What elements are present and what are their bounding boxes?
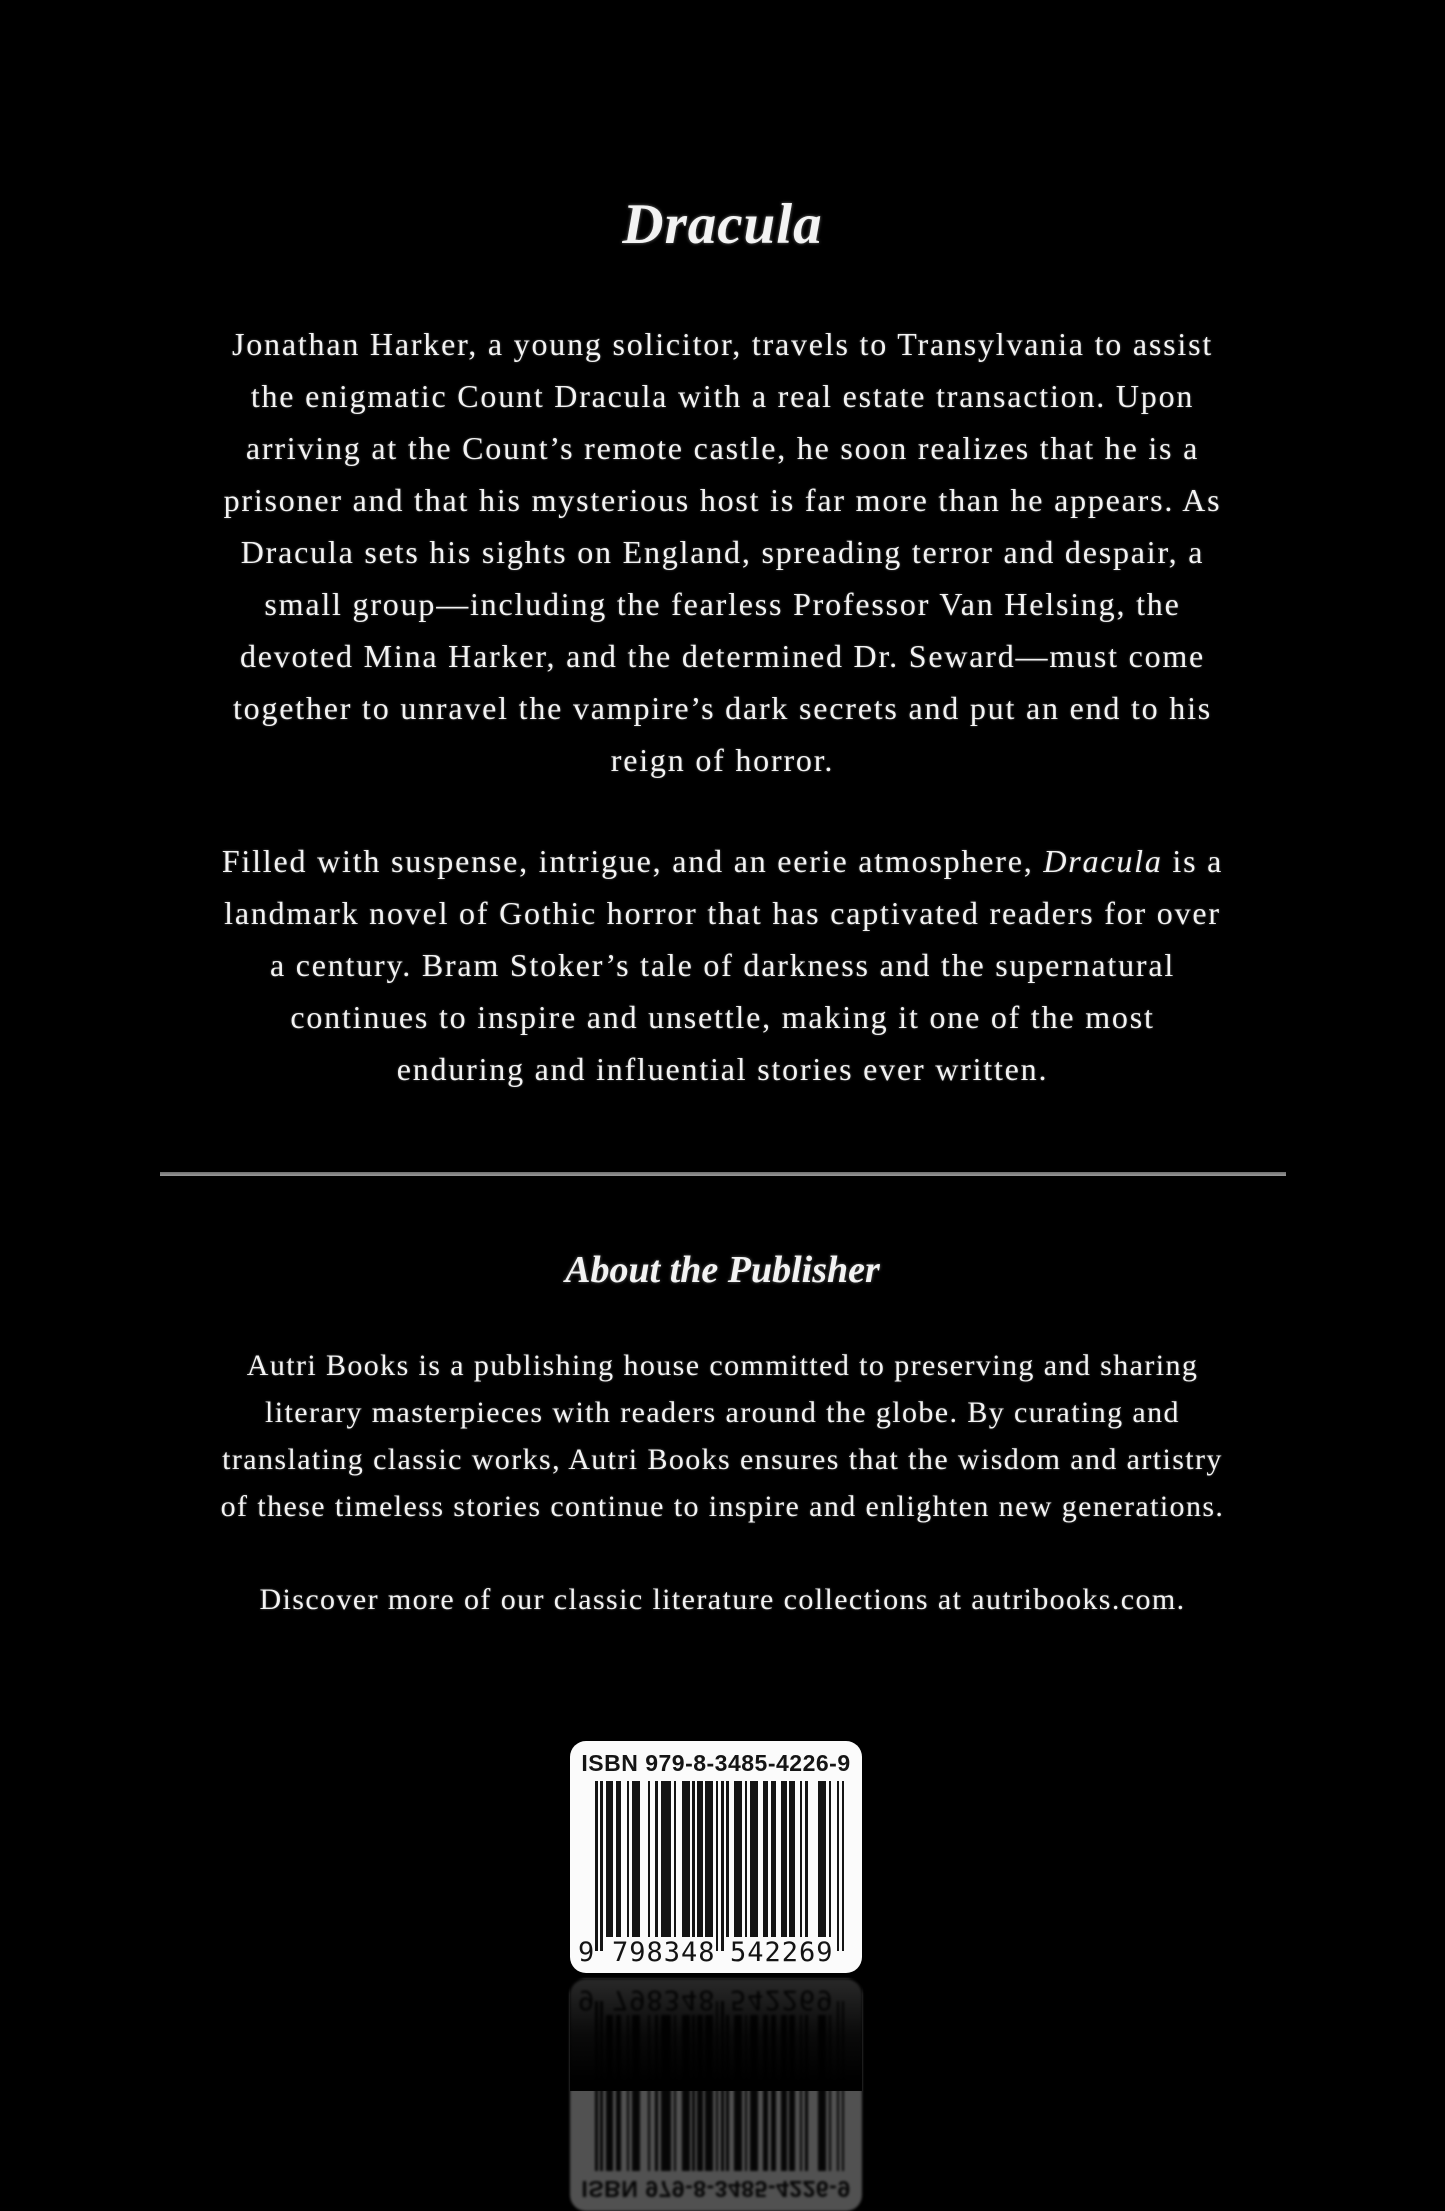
text-line: a century. Bram Stoker’s tale of darkness and the supernatural xyxy=(269,947,1176,983)
text-line: translating classic works, Autri Books ensures that the wisdom and artistry xyxy=(222,1443,1223,1476)
text-line: of these timeless stories continue to inspire and enlighten new generations. xyxy=(220,1490,1225,1523)
text-line: continues to inspire and unsettle, making it one of the most xyxy=(290,999,1155,1035)
text-line: arriving at the Count’s remote castle, he soon realizes that he is a xyxy=(245,430,1200,466)
website-line: Discover more of our classic literature collections at autribooks.com. xyxy=(259,1583,1186,1616)
barcode-digit-left: 9 xyxy=(578,1937,595,1968)
isbn-number: ISBN 979-8-3485-4226-9 xyxy=(581,1750,851,1776)
synopsis-paragraph-2-rest xyxy=(0,887,1445,1095)
text-line: literary masterpieces with readers around the globe. By curating and xyxy=(265,1396,1180,1429)
text-line: together to unravel the vampire’s dark secrets and put an end to his xyxy=(232,690,1213,726)
text-line: enduring and influential stories ever written. xyxy=(396,1051,1049,1087)
isbn-number-reflected: ISBN 979-8-3485-4226-9 xyxy=(581,2176,851,2202)
text-line: small group—including the fearless Professor Van Helsing, the xyxy=(264,586,1181,622)
synopsis-paragraph-2 xyxy=(0,835,1445,1095)
text-line: Jonathan Harker, a young solicitor, travels to Transylvania to assist xyxy=(231,326,1214,362)
barcode-bars xyxy=(595,1781,845,1951)
synopsis-paragraph-1 xyxy=(0,318,1445,786)
synopsis-p2-post: is a xyxy=(1162,843,1224,879)
synopsis-p2-pre: Filled with suspense, intrigue, and an eerie atmosphere, xyxy=(221,843,1044,879)
text-line: Autri Books is a publishing house committed to preserving and sharing xyxy=(246,1349,1199,1382)
barcode-bar xyxy=(842,1781,845,1951)
about-publisher-heading: About the Publisher xyxy=(565,1249,880,1291)
text-line: prisoner and that his mysterious host is far more than he appears. As xyxy=(223,482,1222,518)
text-line xyxy=(0,835,1445,887)
barcode-box xyxy=(570,1741,862,1973)
text-line: reign of horror. xyxy=(610,742,835,778)
text-line: devoted Mina Harker, and the determined Dr. Seward—must come xyxy=(239,638,1206,674)
barcode-digit-group1: 798348 xyxy=(612,1937,716,1968)
publisher-paragraph xyxy=(0,1342,1445,1530)
barcode-digit-group2: 542269 xyxy=(730,1937,834,1968)
section-divider xyxy=(160,1172,1286,1176)
book-title-inline: Dracula xyxy=(1043,843,1163,879)
isbn-barcode xyxy=(570,1741,862,1973)
book-title: Dracula xyxy=(622,193,823,256)
barcode-reflection xyxy=(570,1979,862,2202)
text-line: landmark novel of Gothic horror that has captivated readers for over xyxy=(224,895,1221,931)
text-line: the enigmatic Count Dracula with a real estate transaction. Upon xyxy=(250,378,1195,414)
barcode-digits xyxy=(578,1936,854,1968)
text-line: Dracula sets his sights on England, spreading terror and despair, a xyxy=(240,534,1205,570)
reflection-fade-overlay xyxy=(570,1979,862,2091)
